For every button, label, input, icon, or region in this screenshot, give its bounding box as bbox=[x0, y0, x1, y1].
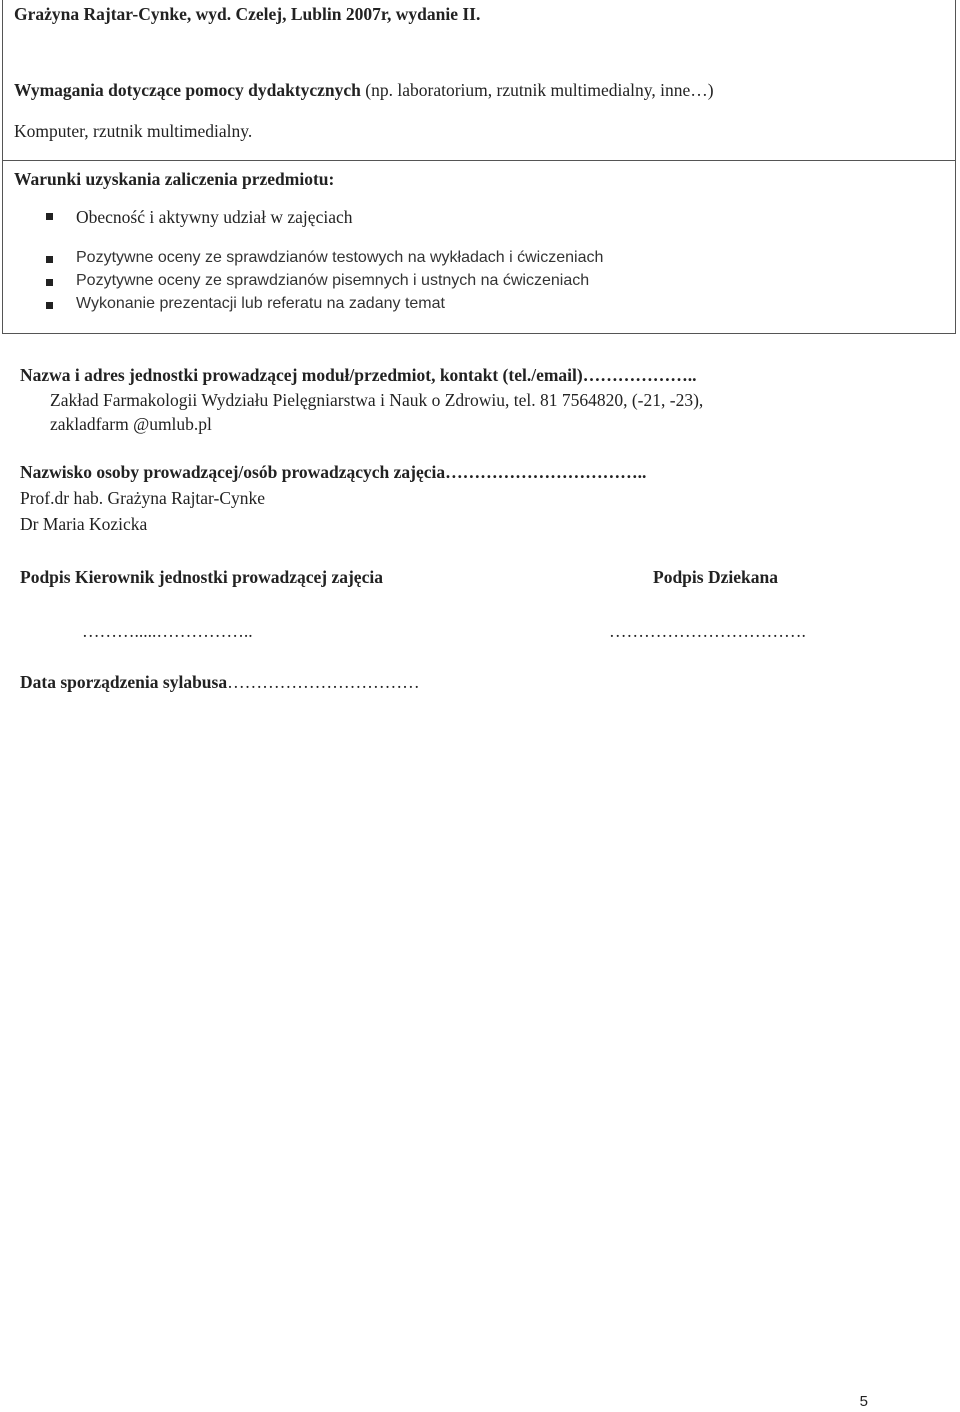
condition-item: Obecność i aktywny udział w zajęciach bbox=[76, 207, 353, 227]
condition-item: Pozytywne oceny ze sprawdzianów testowych na wykładach i ćwiczeniach bbox=[76, 249, 604, 266]
date-label: Data sporządzenia sylabusa bbox=[20, 672, 228, 692]
square-bullet-icon bbox=[46, 213, 53, 220]
dean-signature-label: Podpis Dziekana bbox=[653, 567, 778, 587]
aids-label-rest: (np. laboratorium, rzutnik multimedialny, inne…) bbox=[360, 80, 714, 100]
condition-item: Wykonanie prezentacji lub referatu na zadany temat bbox=[76, 295, 445, 312]
dean-signature-line: ……………………………. bbox=[609, 621, 806, 641]
conditions-label: Warunki uzyskania zaliczenia przedmiotu: bbox=[14, 169, 335, 189]
aids-label-bold: Wymagania dotyczące pomocy dydaktycznych bbox=[14, 80, 361, 100]
aids-value: Komputer, rzutnik multimedialny. bbox=[14, 121, 253, 141]
teacher-1-title: Prof.dr hab. bbox=[20, 488, 104, 508]
unit-label: Nazwa i adres jednostki prowadzącej moduł/przedmiot, kontakt (tel./email)……………….. bbox=[20, 365, 697, 385]
teacher-1-name: Grażyna Rajtar-Cynke bbox=[103, 488, 266, 508]
head-signature-line: ……….....…………….. bbox=[82, 621, 253, 641]
date-line bbox=[20, 672, 420, 693]
literature-line: Grażyna Rajtar-Cynke, wyd. Czelej, Lublin 2007r, wydanie II. bbox=[14, 4, 481, 24]
teachers-label: Nazwisko osoby prowadzącej/osób prowadzących zajęcia…………………………….. bbox=[20, 462, 647, 482]
square-bullet-icon bbox=[46, 256, 53, 263]
head-signature-label: Podpis Kierownik jednostki prowadzącej zajęcia bbox=[20, 567, 383, 587]
teacher-1 bbox=[20, 488, 265, 509]
unit-address-line2: zakladfarm @umlub.pl bbox=[50, 414, 212, 434]
condition-item: Pozytywne oceny ze sprawdzianów pisemnych i ustnych na ćwiczeniach bbox=[76, 272, 590, 289]
date-dots: …………………………… bbox=[227, 672, 420, 692]
teacher-2: Dr Maria Kozicka bbox=[20, 514, 148, 534]
square-bullet-icon bbox=[46, 279, 53, 286]
unit-address-line1: Zakład Farmakologii Wydziału Pielęgniarstwa i Nauk o Zdrowiu, tel. 81 7564820, (-21, -23), bbox=[50, 390, 704, 410]
page-number: 5 bbox=[859, 1393, 868, 1410]
square-bullet-icon bbox=[46, 302, 53, 309]
aids-label bbox=[14, 80, 714, 101]
